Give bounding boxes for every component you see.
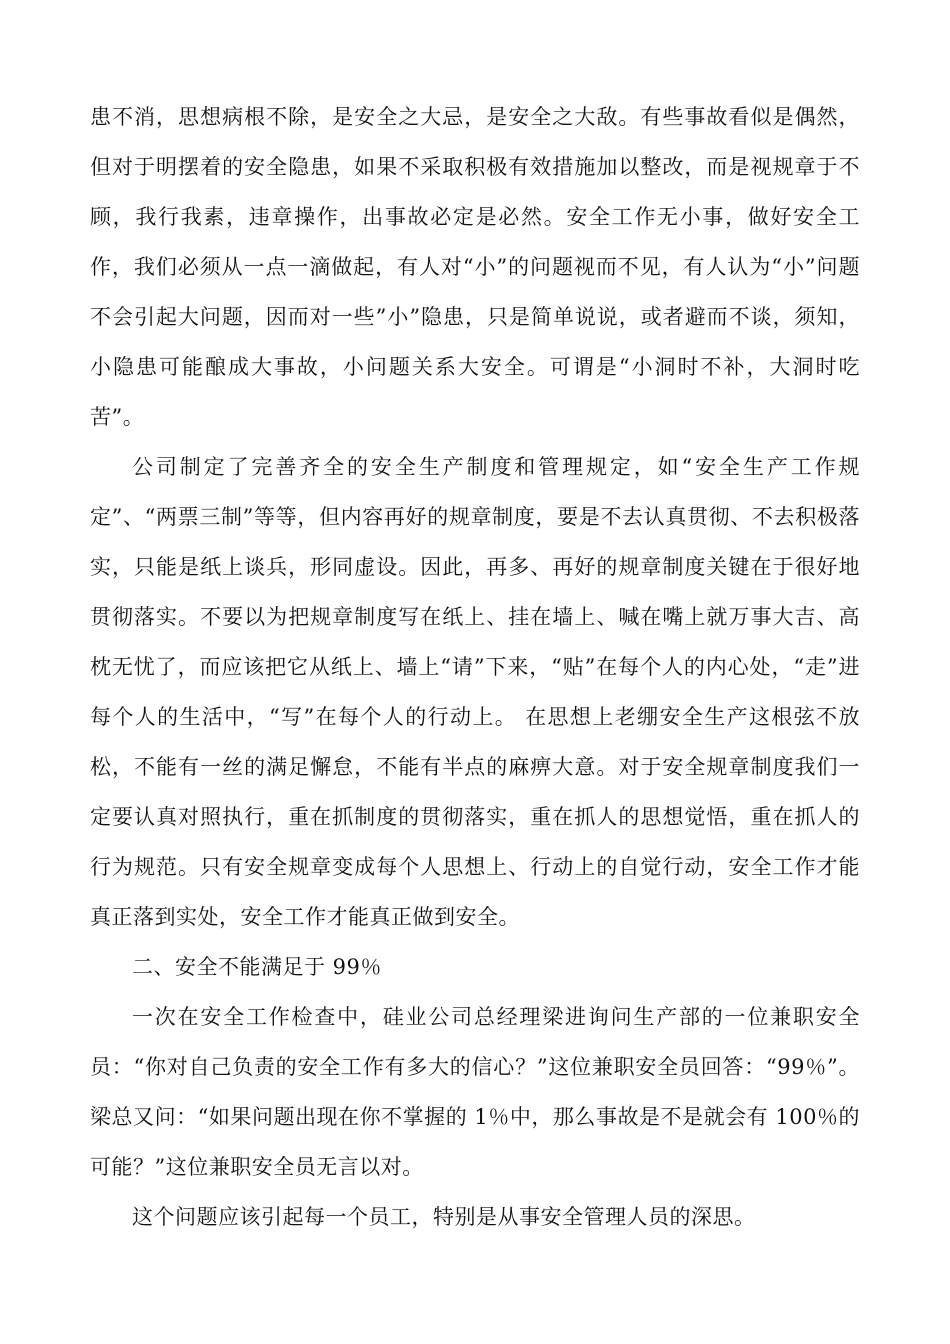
- section-heading-99-percent: 二、安全不能满足于 99％: [132, 955, 382, 979]
- paragraph-reflection: 这个问题应该引起每一个员工，特别是从事安全管理人员的深思。: [132, 1205, 756, 1229]
- document-body: [90, 92, 860, 1242]
- paragraph-rules-implementation: 公司制定了完善齐全的安全生产制度和管理规定，如“安全生产工作规定”、“两票三制”等等，但内容再好的规章制度，要是不去认真贯彻、不去积极落实，只能是纸上谈兵，形同虚设。因此，再多、再好的规章制度关键在于很好地贯彻落实。不要以为把规章制度写在纸上、挂在墙上、喊在嘴上就万事大吉、高枕无忧了，而应该把它从纸上、墙上“请”下来，“贴”在每个人的内心处，“走”进每个人的生活中，“写”在每个人的行动上。 在思想上老绷安全生产这根弦不放松，不能有一丝的满足懈怠，不能有半点的麻痹大意。对于安全规章制度我们一定要认真对照执行，重在抓制度的贯彻落实，重在抓人的思想觉悟，重在抓人的行为规范。只有安全规章变成每个人思想上、行动上的自觉行动，安全工作才能真正落到实处，安全工作才能真正做到安全。: [90, 455, 860, 929]
- paragraph-inspection-dialogue: 一次在安全工作检查中，硅业公司总经理梁进询问生产部的一位兼职安全员：“你对自己负责的安全工作有多大的信心？”这位兼职安全员回答：“99％”。梁总又问：“如果问题出现在你不掌握的 1％中，那么事故是不是就会有 100％的可能？”这位兼职安全员无言以对。: [90, 1005, 860, 1179]
- paragraph-hidden-dangers: 患不消，思想病根不除，是安全之大忌，是安全之大敌。有些事故看似是偶然，但对于明摆着的安全隐患，如果不采取积极有效措施加以整改，而是视规章于不顾，我行我素，违章操作，出事故必定是必然。安全工作无小事，做好安全工作，我们必须从一点一滴做起，有人对“小”的问题视而不见，有人认为“小”问题不会引起大问题，因而对一些”小”隐患，只是简单说说，或者避而不谈，须知，小隐患可能酿成大事故，小问题关系大安全。可谓是“小洞时不补，大洞时吃苦”。: [90, 105, 860, 429]
